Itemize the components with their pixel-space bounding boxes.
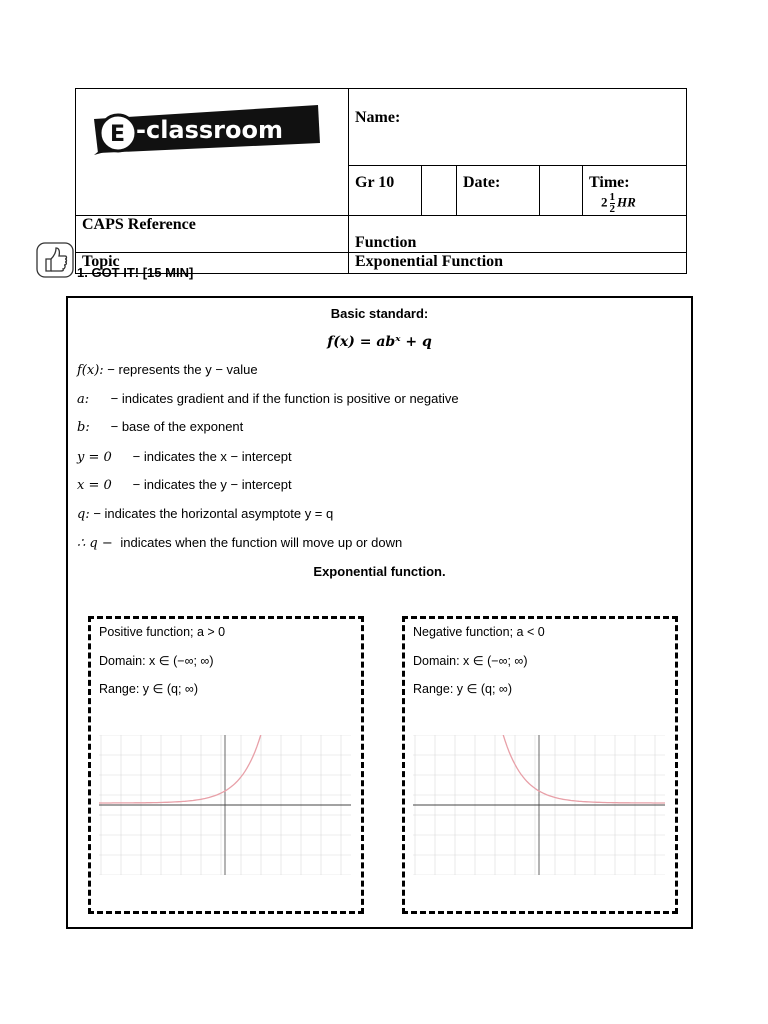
basic-standard-heading: Basic standard: bbox=[330, 306, 429, 321]
def-q: q: − indicates the horizontal asymptote y = q bbox=[77, 506, 334, 522]
def-fx: f(x): − represents the y − value bbox=[77, 362, 258, 378]
time-value: 2 $\frac{1}{2}$ HR bbox=[601, 191, 636, 215]
date-cell bbox=[457, 166, 540, 216]
caps-value-cell bbox=[349, 216, 687, 253]
name-label: Name: bbox=[355, 109, 401, 126]
svg-text:-classroom: -classroom bbox=[136, 116, 283, 144]
basic-formula: f(x) = abˣ + q bbox=[327, 334, 432, 350]
grade-label: Gr 10 bbox=[355, 174, 395, 191]
grade-value-cell[interactable] bbox=[422, 166, 457, 216]
negative-domain: Domain: x ∈ (−∞; ∞) bbox=[413, 654, 528, 668]
positive-domain: Domain: x ∈ (−∞; ∞) bbox=[99, 654, 214, 668]
date-label: Date: bbox=[463, 174, 501, 191]
svg-text:E: E bbox=[110, 122, 126, 147]
positive-function-panel bbox=[88, 616, 364, 914]
exponential-curve bbox=[503, 735, 665, 803]
content-box bbox=[66, 296, 693, 929]
logo-cell bbox=[76, 89, 349, 216]
negative-exponential-graph bbox=[413, 735, 665, 875]
exp-function-heading: Exponential function. bbox=[313, 564, 446, 579]
caps-value: Function bbox=[355, 234, 417, 251]
time-label: Time: bbox=[589, 174, 630, 191]
positive-title: Positive function; a > 0 bbox=[99, 625, 226, 639]
def-y0: y = 0 − indicates the x − intercept bbox=[77, 449, 292, 465]
eclassroom-logo bbox=[90, 103, 322, 155]
negative-title: Negative function; a < 0 bbox=[413, 625, 545, 639]
def-therefore: ∴ q − indicates when the function will move up or down bbox=[77, 535, 403, 551]
negative-range: Range: y ∈ (q; ∞) bbox=[413, 682, 512, 696]
exponential-curve bbox=[99, 735, 261, 803]
header-table bbox=[75, 88, 687, 274]
def-a: a: − indicates gradient and if the function is positive or negative bbox=[77, 391, 459, 407]
grade-cell bbox=[349, 166, 422, 216]
section-title: 1. GOT IT! [15 MIN] bbox=[77, 265, 194, 280]
def-b: b: − base of the exponent bbox=[77, 419, 244, 435]
positive-range: Range: y ∈ (q; ∞) bbox=[99, 682, 198, 696]
caps-label: CAPS Reference bbox=[82, 216, 196, 233]
caps-label-cell bbox=[76, 216, 349, 253]
negative-function-panel bbox=[402, 616, 678, 914]
topic-value: Exponential Function bbox=[355, 253, 504, 270]
time-cell bbox=[583, 166, 687, 216]
thumbs-up-icon bbox=[36, 242, 74, 278]
positive-exponential-graph bbox=[99, 735, 351, 875]
topic-label: Topic bbox=[82, 253, 120, 270]
topic-value-cell bbox=[349, 253, 687, 274]
name-cell[interactable] bbox=[349, 89, 687, 166]
date-value-cell[interactable] bbox=[540, 166, 583, 216]
def-x0: x = 0 − indicates the y − intercept bbox=[77, 477, 292, 493]
